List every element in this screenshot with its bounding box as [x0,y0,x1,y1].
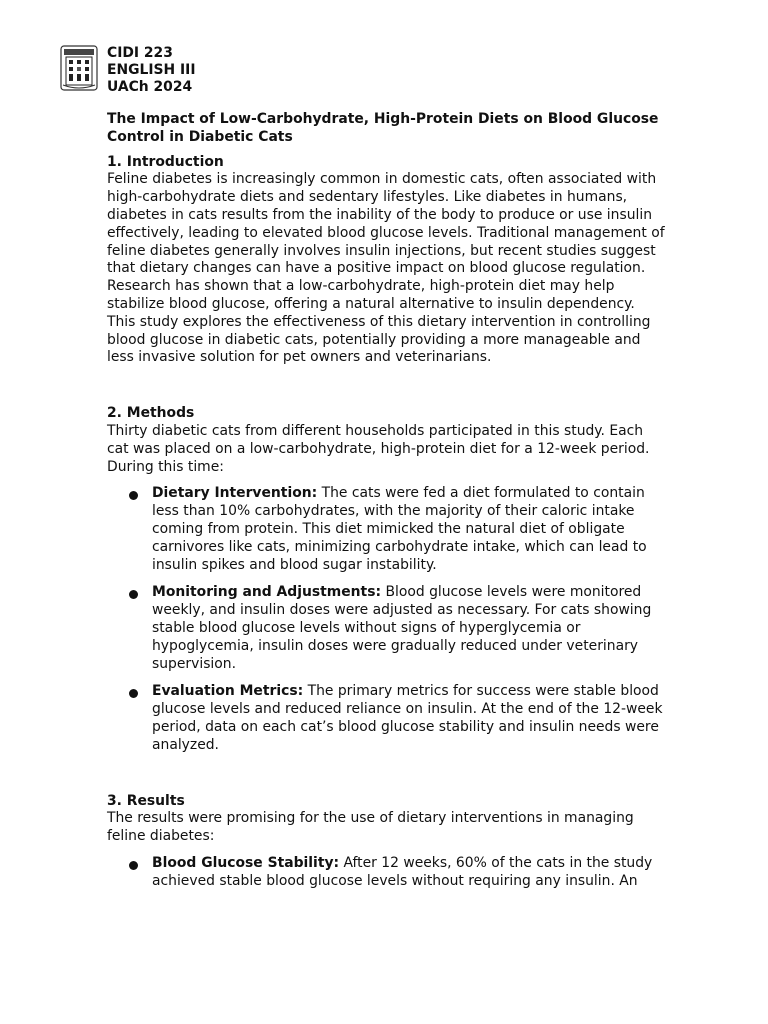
institution-year: UACh 2024 [107,79,193,95]
course-header [107,45,196,96]
university-crest-logo [60,45,98,91]
bullet-icon [129,491,138,500]
list-item [107,855,667,891]
course-code: CIDI 223 [107,45,173,61]
list-item [107,485,667,574]
bullet-lead: Dietary Intervention: [152,485,318,502]
list-item [107,683,667,754]
document-body [107,111,667,900]
bullet-text: The primary metrics for success were stable blood glucose levels and reduced reliance on insulin. At the end of the 12-week period, data on each cat’s blood glucose stability and insulin needs were analyzed. [152,683,663,753]
bullet-lead: Evaluation Metrics: [152,683,304,700]
bullet-icon [129,861,138,870]
methods-bullet-list [107,485,667,754]
methods-paragraph: Thirty diabetic cats from different households participated in this study. Each cat was placed on a low-carbohydrate, high-protein diet for a 12-week period. During this time: [107,422,650,475]
crest-icon [60,45,98,91]
results-bullet-list [107,855,667,891]
section-heading-introduction: 1. Introduction [107,153,224,170]
bullet-lead: Blood Glucose Stability: [152,854,340,871]
course-name: ENGLISH III [107,62,196,78]
bullet-icon [129,590,138,599]
introduction-paragraph: Feline diabetes is increasingly common in domestic cats, often associated with high-carbohydrate diets and sedentary lifestyles. Like diabetes in humans, diabetes in cats results from the inability of the body to produce or use insulin effectively, leading to elevated blood glucose levels. Traditional management of feline diabetes generally involves insulin injections, but recent studies suggest that dietary changes can have a positive impact on blood glucose regulation. Research has shown that a low-carbohydrate, high-protein diet may help stabilize blood glucose, offering a natural alternative to insulin dependency. This study explores the effectiveness of this dietary intervention in controlling blood glucose in diabetic cats, potentially providing a more manageable and less invasive solution for pet owners and veterinarians. [107,171,665,366]
document-title: The Impact of Low-Carbohydrate, High-Protein Diets on Blood Glucose Control in Diabetic Cats [107,111,659,145]
bullet-lead: Monitoring and Adjustments: [152,584,382,601]
section-heading-results: 3. Results [107,792,185,809]
bullet-icon [129,689,138,698]
bullet-text: After 12 weeks, 60% of the cats in the study achieved stable blood glucose levels without requiring any insulin. An [152,854,653,889]
list-item [107,584,667,673]
results-paragraph: The results were promising for the use of dietary interventions in managing feline diabetes: [107,810,634,845]
bullet-text: Blood glucose levels were monitored weekly, and insulin doses were adjusted as necessary. For cats showing stable blood glucose levels without signs of hyperglycemia or hypoglycemia, insulin doses were gradually reduced under veterinary supervision. [152,584,652,672]
bullet-text: The cats were fed a diet formulated to contain less than 10% carbohydrates, with the majority of their caloric intake coming from protein. This diet mimicked the natural diet of obligate carnivores like cats, minimizing carbohydrate intake, which can lead to insulin spikes and blood sugar instability. [152,485,647,573]
section-heading-methods: 2. Methods [107,405,195,422]
